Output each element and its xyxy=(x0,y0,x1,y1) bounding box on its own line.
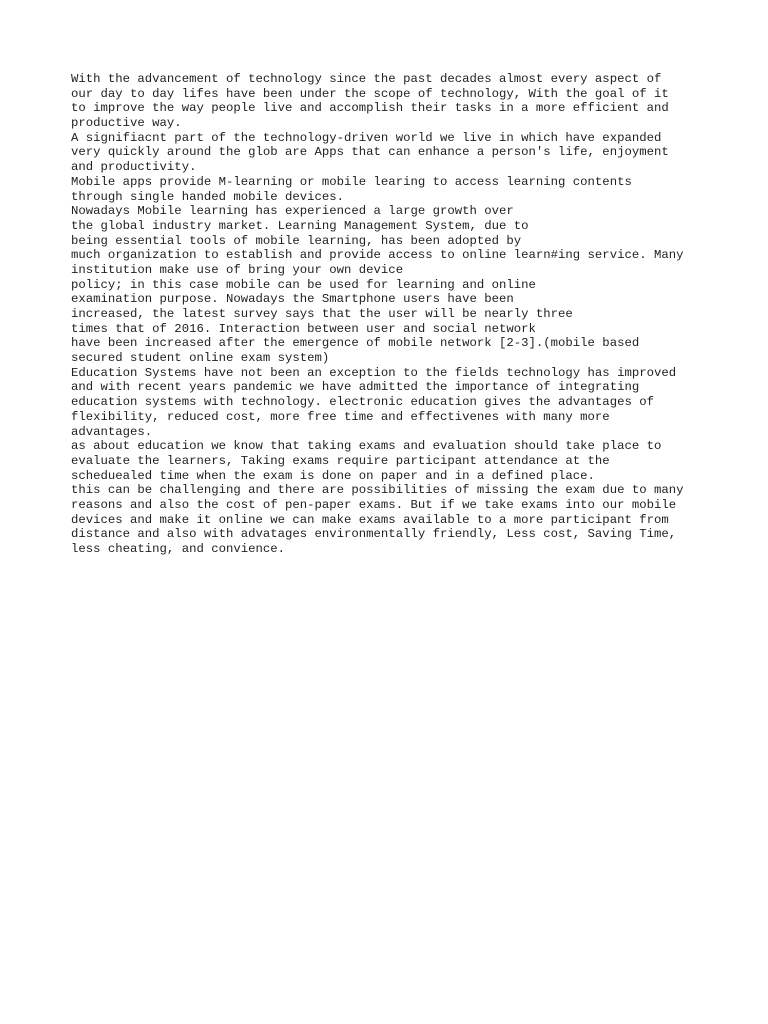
text-line: very quickly around the glob are Apps that can enhance a person's life, enjoyment xyxy=(71,145,669,160)
text-line: devices and make it online we can make exams available to a more participant from xyxy=(71,512,669,527)
text-line: increased, the latest survey says that the user will be nearly three xyxy=(71,307,573,321)
text-line: much organization to establish and provide access to online learn#ing service. Many xyxy=(71,248,684,263)
text-line: and productivity. xyxy=(71,160,197,175)
text-line: Nowadays Mobile learning has experienced a large growth over xyxy=(71,204,514,219)
text-line: secured student online exam system) xyxy=(71,351,330,366)
text-line: have been increased after the emergence of mobile network [2-3].(mobile based xyxy=(71,336,640,351)
text-line: flexibility, reduced cost, more free time and effectivenes with many more xyxy=(71,409,610,424)
text-line: distance and also with advatages environmentally friendly, Less cost, Saving Time, xyxy=(71,527,677,542)
text-line: reasons and also the cost of pen-paper exams. But if we take exams into our mobile xyxy=(71,497,677,512)
text-line: times that of 2016. Interaction between user and social network xyxy=(71,321,536,336)
text-line: being essential tools of mobile learning, has been adopted by xyxy=(71,233,522,248)
document-body xyxy=(71,72,731,557)
text-line: to improve the way people live and accomplish their tasks in a more efficient and xyxy=(71,101,669,116)
text-line: less cheating, and convience. xyxy=(71,542,286,556)
text-line: the global industry market. Learning Management System, due to xyxy=(71,218,529,233)
text-line: Mobile apps provide M-learning or mobile learing to access learning contents xyxy=(71,174,632,189)
text-line: and with recent years pandemic we have admitted the importance of integrating xyxy=(71,380,640,395)
text-line: productive way. xyxy=(71,116,182,131)
text-line: Education Systems have not been an exception to the fields technology has improved xyxy=(71,365,677,380)
text-line: education systems with technology. electronic education gives the advantages of xyxy=(71,395,654,410)
text-line: advantages. xyxy=(71,424,153,439)
text-line: With the advancement of technology since the past decades almost every aspect of xyxy=(71,72,662,86)
text-line: policy; in this case mobile can be used for learning and online xyxy=(71,277,536,292)
text-line: as about education we know that taking exams and evaluation should take place to xyxy=(71,439,662,454)
text-line: evaluate the learners, Taking exams require participant attendance at the xyxy=(71,453,610,468)
text-line: examination purpose. Nowadays the Smartphone users have been xyxy=(71,292,514,307)
text-line: this can be challenging and there are possibilities of missing the exam due to many xyxy=(71,483,684,498)
text-line: A signifiacnt part of the technology-driven world we live in which have expanded xyxy=(71,130,662,145)
text-line: institution make use of bring your own device xyxy=(71,262,404,277)
text-line: our day to day lifes have been under the scope of technology, With the goal of it xyxy=(71,86,669,101)
text-line: scheduealed time when the exam is done on paper and in a defined place. xyxy=(71,468,595,483)
text-line: through single handed mobile devices. xyxy=(71,189,345,204)
